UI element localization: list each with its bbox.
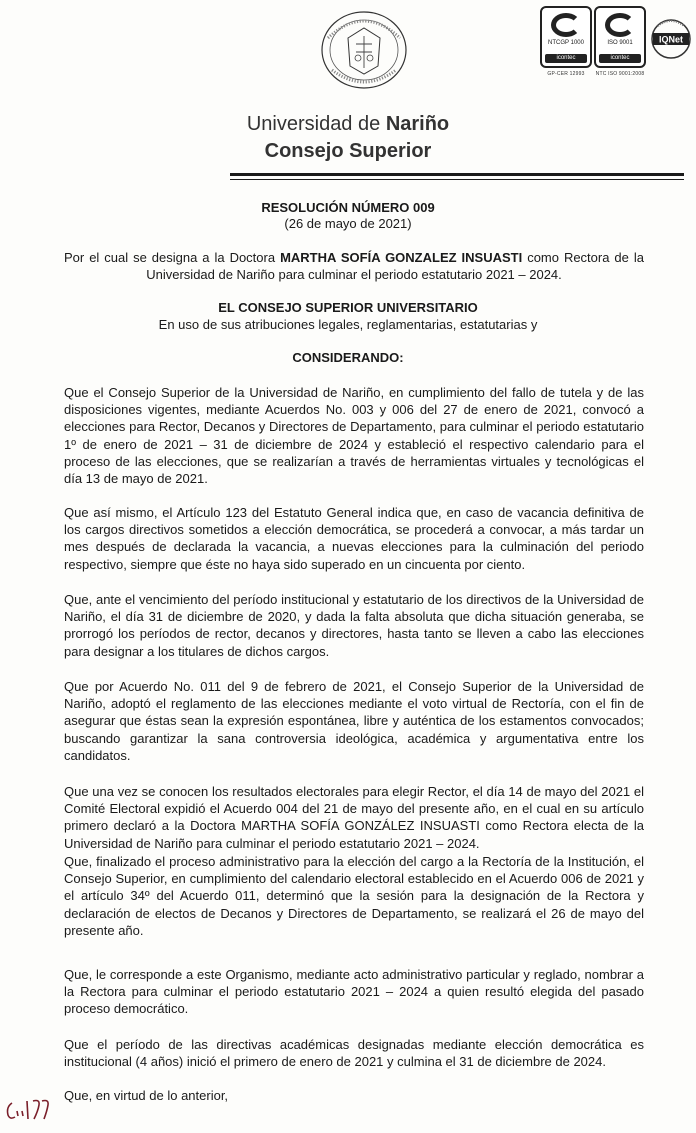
institution-name-prefix: Universidad de xyxy=(246,113,381,135)
resolution-summary xyxy=(64,249,644,283)
certification-code: NTC ISO 9001:2008 xyxy=(595,71,645,77)
consideration-paragraph: Que el Consejo Superior de la Universidad de Nariño, en cumplimiento del fallo de tutela y de las disposiciones vigentes, mediante Acuerdos No. 003 y 006 del 27 de enero de 2021, convocó a elecciones para Rector, Decanos y Directores de Departamento, para culminar el periodo estatutario 1º de enero de 2021 – 31 de diciembre de 2024 y estableció el respectivo calendario para el proceso de las elecciones, que se realizarían a través de herramientas virtuales y tecnológicas el día 13 de mayo de 2021. xyxy=(64,385,644,487)
svg-text:IQNet: IQNet xyxy=(658,34,684,45)
consideration-paragraph: Que, en virtud de lo anterior, xyxy=(64,1088,229,1103)
university-seal-logo xyxy=(318,8,410,92)
header-divider-thin xyxy=(230,179,684,180)
consideration-paragraph: Que, le corresponde a este Organismo, mediante acto administrativo particular y reglado, nombrar a la Rectora para culminar el periodo estatutario 2021 – 2024 a quien resultó elegida del pasado proceso democrático. xyxy=(64,967,644,1017)
powers-statement: En uso de sus atribuciones legales, reglamentarias, estatutarias y xyxy=(158,317,538,332)
certification-code: GP-CER 12993 xyxy=(547,71,585,77)
consideration-paragraph: Que el período de las directivas académicas designadas mediante elección democrática es institucional (4 años) inició el primero de enero de 2021 y culmina el 31 de diciembre de 2024. xyxy=(64,1037,644,1070)
iqnet-logo xyxy=(650,12,692,66)
handwritten-initials-signature xyxy=(4,1093,54,1123)
institution-name-bold: Nariño xyxy=(385,113,450,135)
icontec-logo-icon xyxy=(605,13,635,37)
summary-suffix: como Rectora de la Universidad de Nariño para culminar el periodo estatutario 2021 – 2024. xyxy=(146,250,644,282)
consideration-paragraph: Que por Acuerdo No. 011 del 9 de febrero de 2021, el Consejo Superior de la Universidad de Nariño, adoptó el reglamento de las elecciones mediante el voto virtual de Rectoría, con el fin de asegurar que éstas sean la expresión espontánea, libre y auténtica de los estamentos convocados; buscando garantizar la sana controversia ideológica, académica y argumentativa entre los candidatos. xyxy=(64,679,644,763)
consideration-paragraph: Que, finalizado el proceso administrativo para la elección del cargo a la Rectoría de la Institución, el Consejo Superior, en cumplimiento del calendario electoral establecido en el Acuerdo 006 de 2021 y el artículo 34º del Acuerdo 011, determinó que la sesión para la designación de la Rectora y declaración de electos de Decanos y Directores de Departamento, se realizará el 26 de mayo del presente año. xyxy=(64,854,644,938)
institution-name xyxy=(0,113,696,136)
certification-name: NTCGP 1000 xyxy=(548,40,584,46)
certification-brand: icontec xyxy=(545,54,587,63)
rector-name: MARTHA SOFÍA GONZALEZ INSUASTI xyxy=(280,250,523,265)
certification-name: ISO 9001 xyxy=(607,40,633,46)
consideration-paragraph: Que, ante el vencimiento del período institucional y estatutario de los directivos de la Universidad de Nariño, el día 31 de diciembre de 2020, y dada la falta absoluta que dicha situación generaba, se prorrogó los períodos de rector, decanos y directores, hasta tanto se lleven a cabo las elecciones para designar a los titulares de dichos cargos. xyxy=(64,592,644,659)
certification-iso-badge xyxy=(594,6,646,77)
resolution-date: (26 de mayo de 2021) xyxy=(284,216,412,231)
consideration-paragraph: Que una vez se conocen los resultados electorales para elegir Rector, el día 14 de mayo del 2021 el Comité Electoral expidió el Acuerdo 004 del 21 de mayo del presente año, en el cual en su artículo primero declaró a la Doctora MARTHA SOFÍA GONZÁLEZ INSUASTI como Rectora electa de la Universidad de Nariño para culminar el periodo estatutario 2021 – 2024. xyxy=(64,784,644,851)
icontec-logo-icon xyxy=(551,13,581,37)
resolution-title: RESOLUCIÓN NÚMERO 009 xyxy=(261,200,435,215)
certification-brand: icontec xyxy=(599,54,641,63)
header-divider xyxy=(230,173,684,176)
council-name: Consejo Superior xyxy=(264,140,432,162)
consideration-paragraph: Que así mismo, el Artículo 123 del Estatuto General indica que, en caso de vacancia definitiva de los cargos directivos sometidos a elección democrática, se procederá a convocar, a más tardar un mes después de declarada la vacancia, a nuevas elecciones para la culminación del periodo respectivo, siempre que éste no haya sido superado en un cincuenta por ciento. xyxy=(64,505,644,572)
issuing-body: EL CONSEJO SUPERIOR UNIVERSITARIO xyxy=(218,300,478,315)
certification-ntcgp-badge xyxy=(540,6,592,77)
summary-prefix: Por el cual se designa a la Doctora xyxy=(64,250,276,265)
considering-heading: CONSIDERANDO: xyxy=(292,350,404,365)
